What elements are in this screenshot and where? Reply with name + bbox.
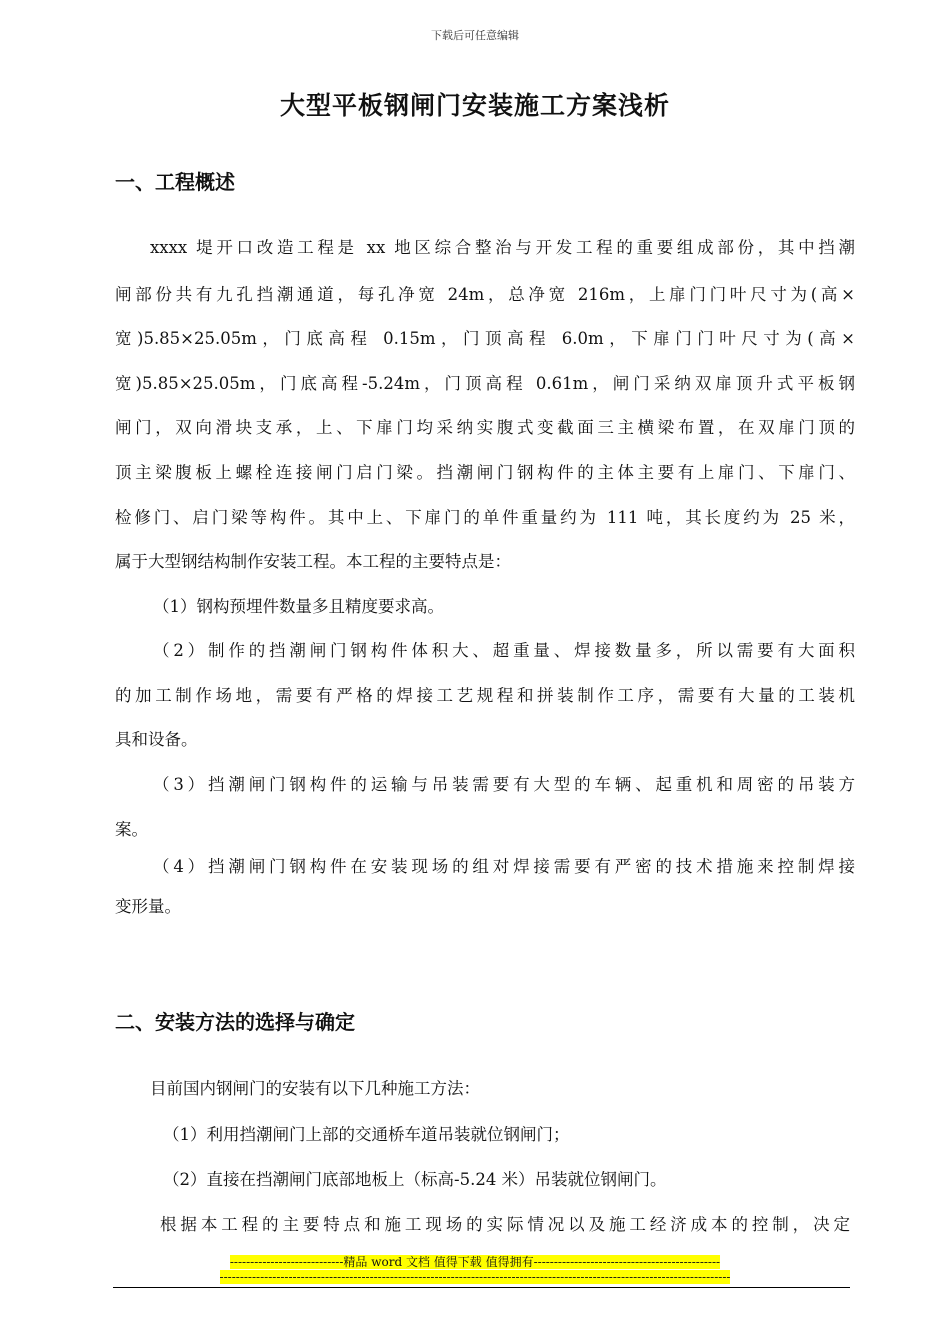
paragraph-line: 闸门，双向滑块支承，上、下扉门均采纳实腹式变截面三主横梁布置，在双扉门顶的 [115, 418, 855, 437]
paragraph-line: 顶主梁腹板上螺栓连接闸门启门梁。挡潮闸门钢构件的主体主要有上扉门、下扉门、 [115, 463, 855, 482]
footer-banner [0, 1270, 950, 1284]
paragraph-line: 属于大型钢结构制作安装工程。本工程的主要特点是： [115, 552, 511, 571]
document-title: 大型平板钢闸门安装施工方案浅析 [279, 91, 670, 120]
paragraph-line: xxxx 堤开口改造工程是 xx 地区综合整治与开发工程的重要组成部份，其中挡潮 [150, 238, 855, 257]
footer-banner-text: ----------------------------精品 word 文档 值得下载 值得拥有---------------------------------------------- [229, 1255, 721, 1269]
paragraph-line: 变形量。 [115, 897, 181, 916]
paragraph-line: 的加工制作场地，需要有严格的焊接工艺规程和拼装制作工序，需要有大量的工装机 [115, 686, 855, 705]
paragraph-line: 闸部份共有九孔挡潮通道，每孔净宽 24m，总净宽 216m，上扉门门叶尺寸为(高× [115, 285, 855, 304]
list-item-2: （2）直接在挡潮闸门底部地板上（标高-5.24 米）吊装就位钢闸门。 [163, 1170, 667, 1189]
list-item-1: （1）钢构预埋件数量多且精度要求高。 [153, 597, 444, 616]
paragraph-line: 检修门、启门梁等构件。其中上、下扉门的单件重量约为 111 吨，其长度约为 25 米， [115, 508, 855, 527]
section-heading-install-method: 二、安装方法的选择与确定 [115, 1010, 355, 1034]
list-item-2: （2）制作的挡潮闸门钢构件体积大、超重量、焊接数量多，所以需要有大面积 [153, 641, 855, 660]
paragraph-line: 案。 [115, 820, 148, 839]
paragraph-line: 根据本工程的主要特点和施工现场的实际情况以及施工经济成本的控制，决定 [160, 1215, 850, 1234]
page-header: 下载后可任意编辑 [431, 29, 519, 42]
paragraph-line: 宽)5.85×25.05m，门底高程-5.24m，门顶高程 0.61m，闸门采纳双扉顶升式平板钢 [115, 374, 855, 393]
list-item-4: （4）挡潮闸门钢构件在安装现场的组对焊接需要有严密的技术措施来控制焊接 [153, 857, 855, 876]
list-item-1: （1）利用挡潮闸门上部的交通桥车道吊装就位钢闸门； [163, 1125, 570, 1144]
paragraph-line: 宽)5.85×25.05m，门底高程 0.15m，门顶高程 6.0m，下扉门门叶尺寸为(高× [115, 329, 855, 348]
footer-divider [113, 1287, 850, 1288]
list-item-3: （3）挡潮闸门钢构件的运输与吊装需要有大型的车辆、起重机和周密的吊装方 [153, 775, 855, 794]
paragraph-line: 目前国内钢闸门的安装有以下几种施工方法： [150, 1079, 480, 1098]
footer-banner [0, 1255, 950, 1269]
section-heading-overview: 一、工程概述 [115, 170, 235, 194]
paragraph-line: 具和设备。 [115, 730, 198, 749]
footer-banner-dashes: ------------------------------------------------------------------------------------------------------------------------------ [219, 1270, 731, 1284]
